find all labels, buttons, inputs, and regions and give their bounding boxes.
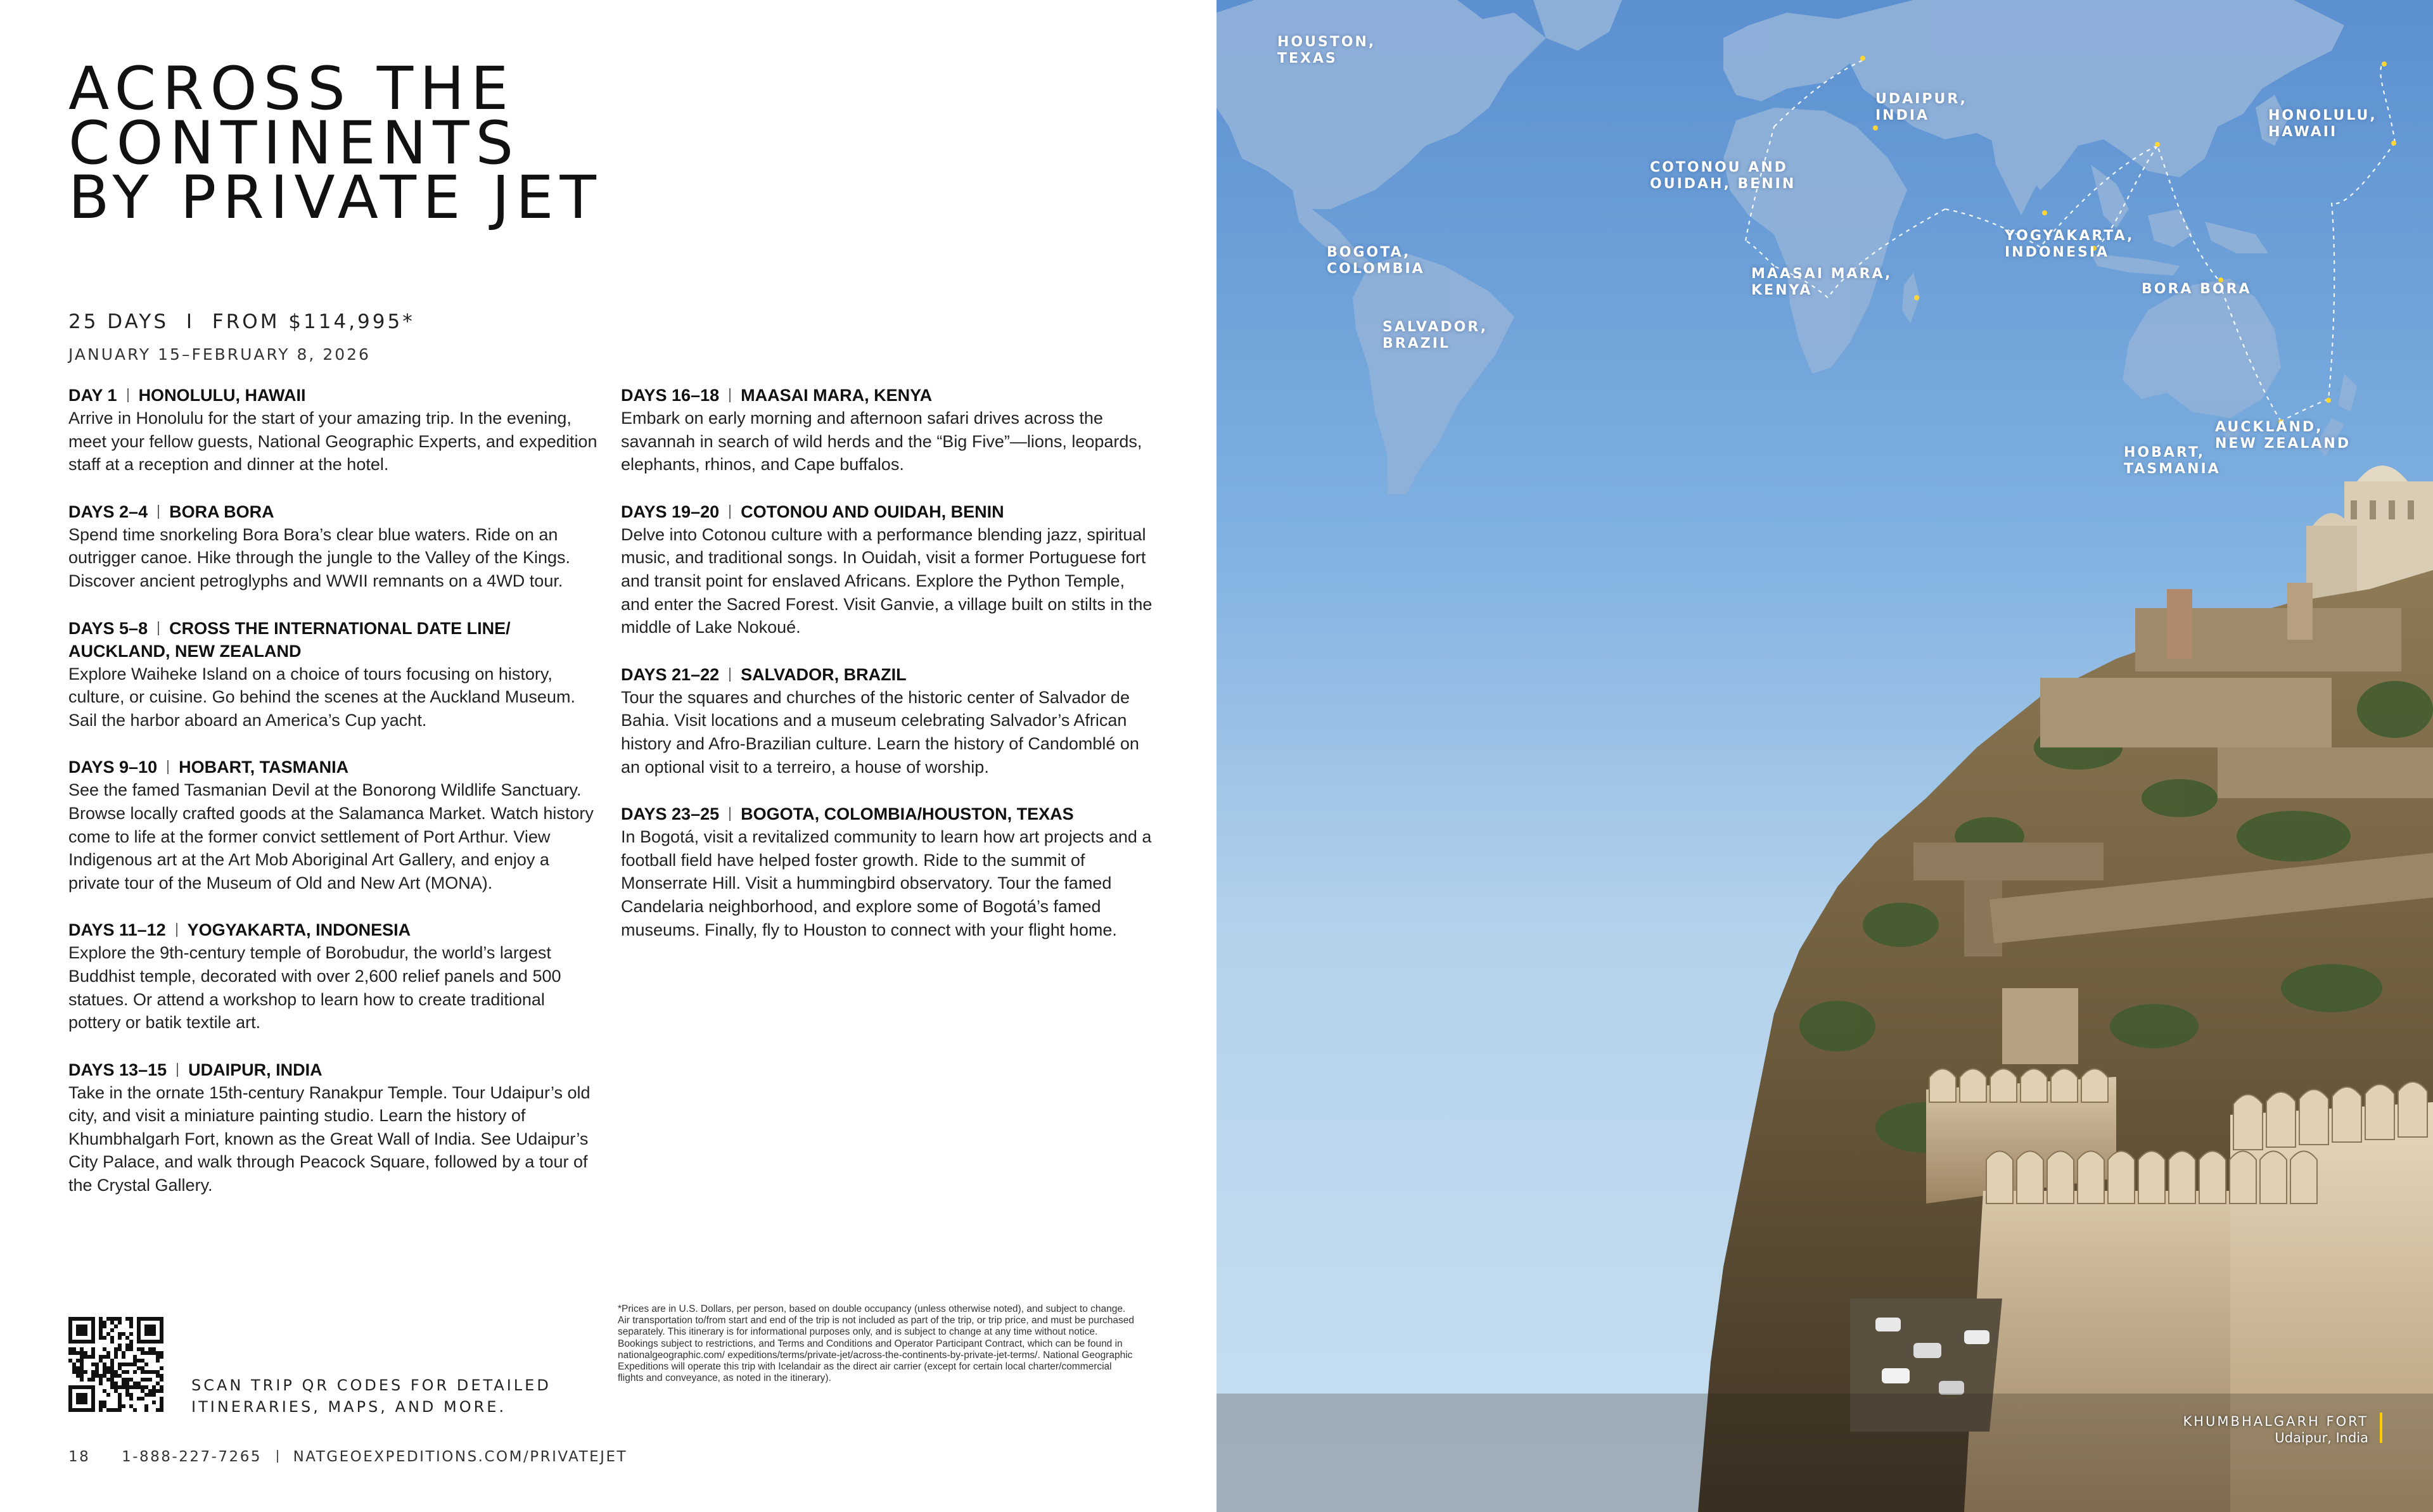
day-description: Take in the ornate 15th-century Ranakpur Temple. Tour Udaipur’s old city, and visit a miniature painting studio. Learn the history of Khumbhalgarh Fort, known as the Great Wall of India. See Udaipur’s City Palace, and walk through Peacock Square, followed by a tour of the Crystal Gallery.	[68, 1083, 591, 1195]
title-line-3: BY PRIVATE JET	[68, 163, 603, 232]
page-number: 18	[68, 1449, 91, 1465]
trip-duration-price: 25 DAYS I FROM $114,995*	[68, 310, 415, 333]
left-page	[0, 0, 1216, 1512]
website-link[interactable]: NATGEOEXPEDITIONS.COM/PRIVATEJET	[293, 1449, 628, 1465]
map-label-benin: COTONOU AND OUIDAH, BENIN	[1650, 160, 1796, 192]
map-label-honolulu: HONOLULU, HAWAII	[2268, 108, 2377, 140]
day-description: Spend time snorkeling Bora Bora’s clear blue waters. Ride on an outrigger canoe. Hike through the jungle to the Valley of the Kings. Discover ancient petroglyphs and WWII remnants on a 4WD tour.	[68, 524, 571, 590]
day-label: DAYS 5–8	[68, 618, 148, 638]
day-label: DAYS 11–12	[68, 920, 166, 940]
itinerary-day	[621, 500, 1153, 639]
caption-accent	[2380, 1413, 2382, 1443]
trip-dates: JANUARY 15–FEBRUARY 8, 2026	[68, 345, 371, 364]
price-footnote: *Prices are in U.S. Dollars, per person, based on double occupancy (unless otherwise noted), and subject to change. Air transportation to/from start and end of the trip is not included as part of the trip, or trip price, and must be purchased separately. This itinerary is for informational purposes only, and is subject to change at any time without notice. Bookings subject to restrictions, and Terms and Conditions and Operator Participant Contract, which can be found in nationalgeographic.com/ expeditions/terms/private-jet/across-the-continents-by-private-jet-terms/. National Geographic Expeditions will operate this trip with Icelandair as the direct air carrier (except for certain local charter/commercial flights and conveyance, as noted in the itinerary).	[618, 1304, 1135, 1384]
trip-duration: 25 DAYS	[68, 310, 169, 333]
day-place: MAASAI MARA, KENYA	[741, 386, 933, 405]
day-label: DAYS 21–22	[621, 664, 720, 684]
map-label-kenya: MAASAI MARA, KENYA	[1751, 266, 1893, 298]
day-place: BORA BORA	[169, 502, 274, 521]
day-description: Delve into Cotonou culture with a performance blending jazz, spiritual music, and traditional songs. In Ouidah, visit a former Portuguese fort and transit point for enslaved Africans. Explore the Python Temple, and enter the Sacred Forest. Visit Ganvie, a village built on stilts in the middle of Lake Nokoué.	[621, 524, 1153, 637]
day-place: UDAIPUR, INDIA	[188, 1060, 322, 1079]
day-description: See the famed Tasmanian Devil at the Bonorong Wildlife Sanctuary. Browse locally crafted goods at the Salamanca Market. Watch history come to life at the former convict settlement of Port Arthur. View Indigenous art at the Art Mob Aboriginal Art Gallery, and enjoy a private tour of the Museum of Old and New Art (MONA).	[68, 780, 594, 893]
map-label-bogota: BOGOTA, COLOMBIA	[1327, 245, 1425, 277]
map-label-houston: HOUSTON, TEXAS	[1277, 34, 1376, 67]
day-description: Tour the squares and churches of the historic center of Salvador de Bahia. Visit locations and a museum celebrating Salvador’s African history and Afro-Brazilian culture. Learn the history of Candomblé on an optional visit to a terreiro, a house of worship.	[621, 687, 1139, 777]
qr-text-line-1: SCAN TRIP QR CODES FOR DETAILED	[191, 1376, 551, 1394]
title-line-2: CONTINENTS	[68, 109, 520, 178]
caption-subtitle: Udaipur, India	[2275, 1430, 2368, 1445]
day-description: In Bogotá, visit a revitalized community to learn how art projects and a football field have helped foster growth. Ride to the summit of Monserrate Hill. Visit a hummingbird observatory. Tour the famed Candelaria neighborhood, and explore some of Bogotá’s famed museums. Finally, fly to Houston to connect with your flight home.	[621, 827, 1152, 939]
day-label: DAYS 19–20	[621, 502, 720, 521]
day-place: HOBART, TASMANIA	[179, 758, 349, 777]
map-label-salvador: SALVADOR, BRAZIL	[1383, 319, 1488, 352]
itinerary-day	[68, 1058, 601, 1197]
itinerary-day	[621, 663, 1153, 778]
qr-code-icon[interactable]	[68, 1317, 163, 1412]
phone-number[interactable]: 1-888-227-7265	[122, 1449, 262, 1465]
map-label-auckland: AUCKLAND, NEW ZEALAND	[2215, 419, 2351, 452]
itinerary-column-left	[68, 384, 601, 1221]
day-place: COTONOU AND OUIDAH, BENIN	[741, 502, 1004, 521]
map-label-udaipur: UDAIPUR, INDIA	[1875, 91, 1968, 124]
day-place: SALVADOR, BRAZIL	[741, 664, 907, 684]
itinerary-column-right	[621, 384, 1153, 965]
map-label-hobart: HOBART, TASMANIA	[2124, 445, 2221, 477]
right-page-photo	[1216, 0, 2433, 1512]
itinerary-day	[621, 803, 1153, 941]
day-place: YOGYAKARTA, INDONESIA	[187, 920, 411, 940]
day-place: BOGOTA, COLOMBIA/HOUSTON, TEXAS	[741, 804, 1074, 824]
map-label-bora-bora: BORA BORA	[2142, 281, 2252, 297]
day-description: Explore Waiheke Island on a choice of tours focusing on history, culture, or cuisine. Go behind the scenes at the Auckland Museum. Sail the harbor aboard an America’s Cup yacht.	[68, 664, 575, 730]
day-label: DAYS 13–15	[68, 1060, 167, 1079]
caption-title: KHUMBHALGARH FORT	[2183, 1414, 2368, 1429]
page-title	[68, 54, 603, 232]
day-description: Explore the 9th-century temple of Borobudur, the world’s largest Buddhist temple, decorated with over 2,600 relief panels and 500 statues. Or attend a workshop to learn how to create traditional pottery or batik textile art.	[68, 943, 561, 1032]
itinerary-day	[621, 384, 1153, 476]
itinerary-day	[68, 756, 601, 894]
qr-text-line-2: ITINERARIES, MAPS, AND MORE.	[191, 1398, 507, 1416]
title-line-1: ACROSS THE	[68, 54, 515, 124]
page-footer	[68, 1449, 653, 1465]
day-label: DAYS 23–25	[621, 804, 720, 824]
day-description: Embark on early morning and afternoon safari drives across the savannah in search of wild herds and the “Big Five”—lions, leopards, elephants, rhinos, and Cape buffalos.	[621, 409, 1142, 474]
day-description: Arrive in Honolulu for the start of your amazing trip. In the evening, meet your fellow guests, National Geographic Experts, and expedition staff at a reception and dinner at the hotel.	[68, 409, 597, 474]
day-label: DAYS 16–18	[621, 386, 720, 405]
itinerary-day	[68, 918, 601, 1034]
day-place: CROSS THE INTERNATIONAL DATE LINE/ AUCKLAND, NEW ZEALAND	[68, 618, 511, 661]
day-label: DAYS 2–4	[68, 502, 148, 521]
qr-instructions	[191, 1375, 551, 1418]
map-label-yogyakarta: YOGYAKARTA, INDONESIA	[2005, 228, 2135, 260]
itinerary-day	[68, 384, 601, 476]
map-and-fort-illustration	[1216, 0, 2433, 1512]
itinerary-day	[68, 617, 601, 732]
trip-price: FROM $114,995*	[212, 310, 415, 333]
photo-caption	[2183, 1414, 2368, 1445]
day-label: DAY 1	[68, 386, 117, 405]
itinerary-day	[68, 500, 601, 593]
day-place: HONOLULU, HAWAII	[138, 386, 306, 405]
day-label: DAYS 9–10	[68, 758, 158, 777]
